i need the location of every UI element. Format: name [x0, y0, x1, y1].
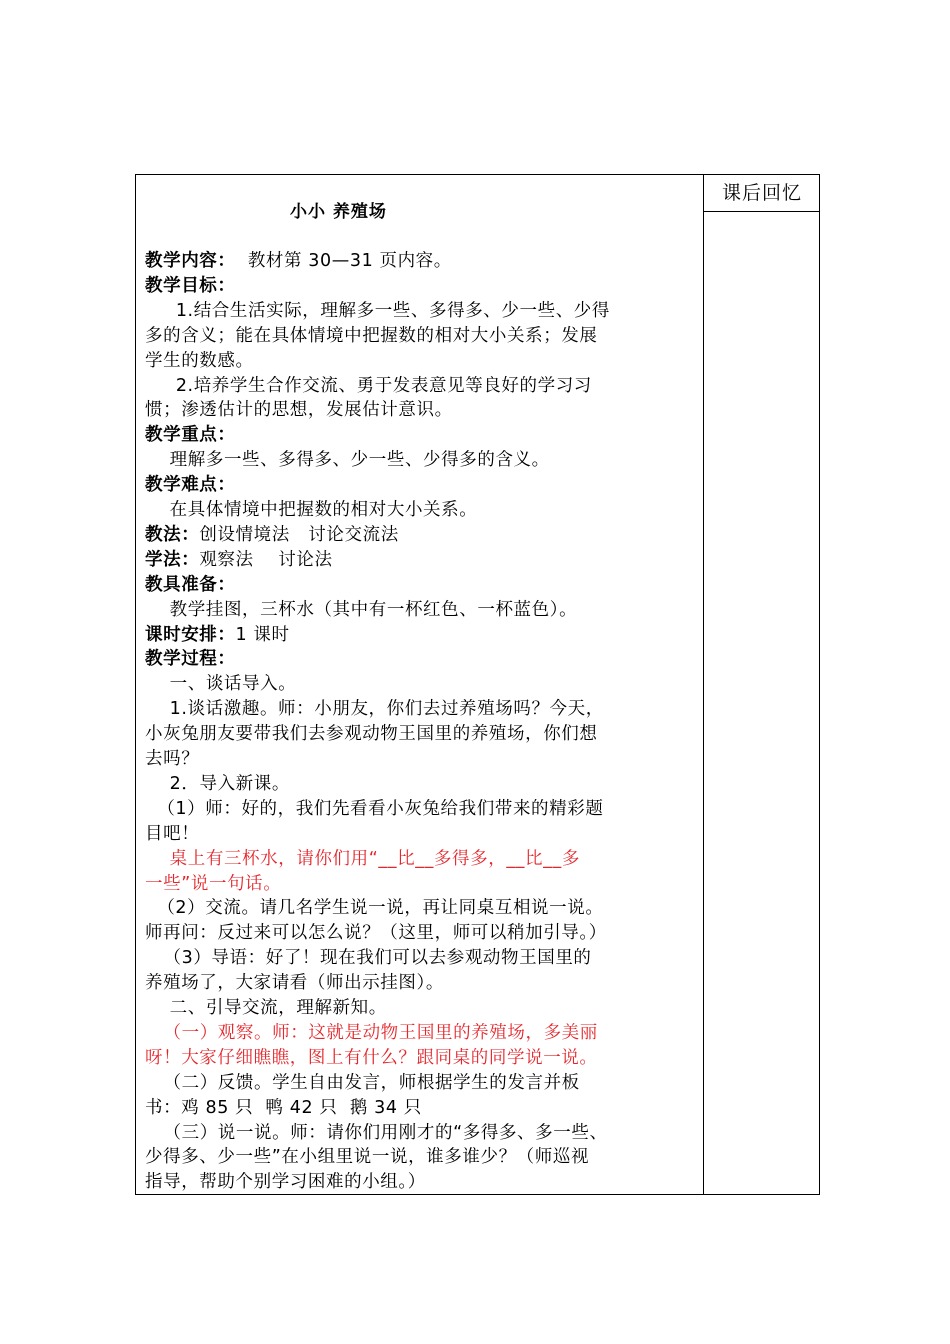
line-text: （三）说一说。师：请你们用刚才的“多得多、多一些、	[145, 1122, 608, 1143]
body-line	[145, 946, 592, 971]
line-text: （1）师：好的，我们先看看小灰兔给我们带来的精彩题	[145, 798, 604, 819]
lesson-title: 小小 养殖场	[290, 202, 387, 222]
body-line	[145, 398, 453, 423]
line-text: 桌上有三杯水，请你们用“__比__多得多，__比__多	[145, 848, 580, 869]
body-line	[145, 872, 281, 897]
body-line	[145, 1021, 598, 1046]
line-text: （二）反馈。学生自由发言，师根据学生的发言并板	[145, 1072, 580, 1093]
line-text: 在具体情境中把握数的相对大小关系。	[145, 500, 478, 520]
body-line	[145, 971, 444, 996]
body-line	[145, 299, 610, 324]
line-text: 养殖场了，大家请看（师出示挂图）。	[145, 973, 444, 994]
body-line	[145, 523, 399, 548]
line-text: 教学挂图，三杯水（其中有一杯红色、一杯蓝色）。	[145, 599, 578, 620]
body-line	[145, 249, 452, 274]
line-text: 一些”说一句话。	[145, 873, 282, 894]
line-text: 2.培养学生合作交流、勇于发表意见等良好的学习习	[145, 375, 592, 396]
body-line	[145, 996, 387, 1021]
line-text: 二、引导交流，理解新知。	[145, 998, 387, 1018]
section-label: 课时安排：	[145, 624, 236, 645]
body-line	[145, 772, 290, 797]
line-text: 学生的数感。	[145, 350, 254, 371]
column-divider	[703, 174, 704, 1195]
line-text: 少得多、少一些”在小组里说一说，谁多谁少？（师巡视	[145, 1147, 590, 1168]
side-column-header: 课后回忆	[721, 182, 802, 204]
line-text: 1.谈话激趣。师：小朋友，你们去过养殖场吗？今天，	[145, 699, 604, 720]
line-text: 理解多一些、多得多、少一些、少得多的含义。	[145, 450, 550, 471]
line-text: （一）观察。师：这就是动物王国里的养殖场，多美丽	[145, 1022, 598, 1043]
line-text: 小灰兔朋友要带我们去参观动物王国里的养殖场，你们想	[145, 724, 598, 745]
line-text: 创设情境法 讨论交流法	[199, 524, 399, 545]
line-text: （3）导语：好了！现在我们可以去参观动物王国里的	[145, 948, 592, 969]
line-text: 惯；渗透估计的思想，发展估计意识。	[145, 400, 453, 421]
body-line	[145, 573, 236, 598]
line-text: 书：鸡 85 只 鸭 42 只 鹅 34 只	[145, 1097, 422, 1118]
body-line	[145, 623, 290, 648]
line-text: 一、谈话导入。	[145, 674, 297, 695]
body-line	[145, 1071, 580, 1096]
side-header-divider	[703, 211, 820, 212]
body-line	[145, 1170, 426, 1195]
body-line	[145, 1096, 422, 1121]
body-line	[145, 1046, 598, 1071]
line-text: 观察法 讨论法	[199, 549, 333, 570]
body-line	[145, 847, 580, 872]
section-label: 教法：	[145, 524, 200, 545]
body-line	[145, 1145, 589, 1170]
body-line	[145, 921, 607, 946]
section-label: 教学目标：	[145, 275, 236, 296]
line-text: 教材第 30—31 页内容。	[235, 251, 452, 271]
body-line	[145, 822, 199, 847]
body-line	[145, 473, 236, 498]
line-text: 目吧！	[145, 823, 200, 844]
section-label: 教学难点：	[145, 475, 236, 496]
body-line	[145, 374, 592, 399]
section-label: 学法：	[145, 549, 200, 570]
line-text: 去吗？	[145, 749, 200, 769]
line-text: 2．导入新课。	[145, 773, 290, 794]
line-text: （2）交流。请几名学生说一说，再让同桌互相说一说。	[145, 898, 604, 919]
body-line	[145, 722, 598, 747]
body-line	[145, 797, 603, 822]
body-line	[145, 448, 550, 473]
body-line	[145, 1121, 608, 1146]
body-line	[145, 423, 236, 448]
section-label: 教学内容：	[145, 251, 236, 271]
section-label: 教学过程：	[145, 649, 236, 670]
body-line	[145, 274, 236, 299]
section-label: 教学重点：	[145, 425, 236, 446]
line-text: 1.结合生活实际，理解多一些、多得多、少一些、少得	[145, 300, 611, 321]
line-text: 呀！大家仔细瞧瞧，图上有什么？跟同桌的同学说一说。	[145, 1047, 598, 1068]
body-line	[145, 647, 236, 672]
body-line	[145, 349, 254, 374]
line-text: 师再问：反过来可以怎么说？（这里，师可以稍加引导。）	[145, 923, 607, 944]
body-line	[145, 598, 577, 623]
line-text: 指导，帮助个别学习困难的小组。）	[145, 1172, 426, 1193]
body-line	[145, 324, 598, 349]
body-line	[145, 548, 333, 573]
body-line	[145, 672, 296, 697]
body-line	[145, 896, 603, 921]
body-line	[145, 498, 477, 523]
line-text: 多的含义；能在具体情境中把握数的相对大小关系；发展	[145, 325, 598, 346]
section-label: 教具准备：	[145, 574, 236, 595]
line-text: 1 课时	[235, 624, 290, 645]
body-line	[145, 747, 199, 772]
body-line	[145, 697, 604, 722]
